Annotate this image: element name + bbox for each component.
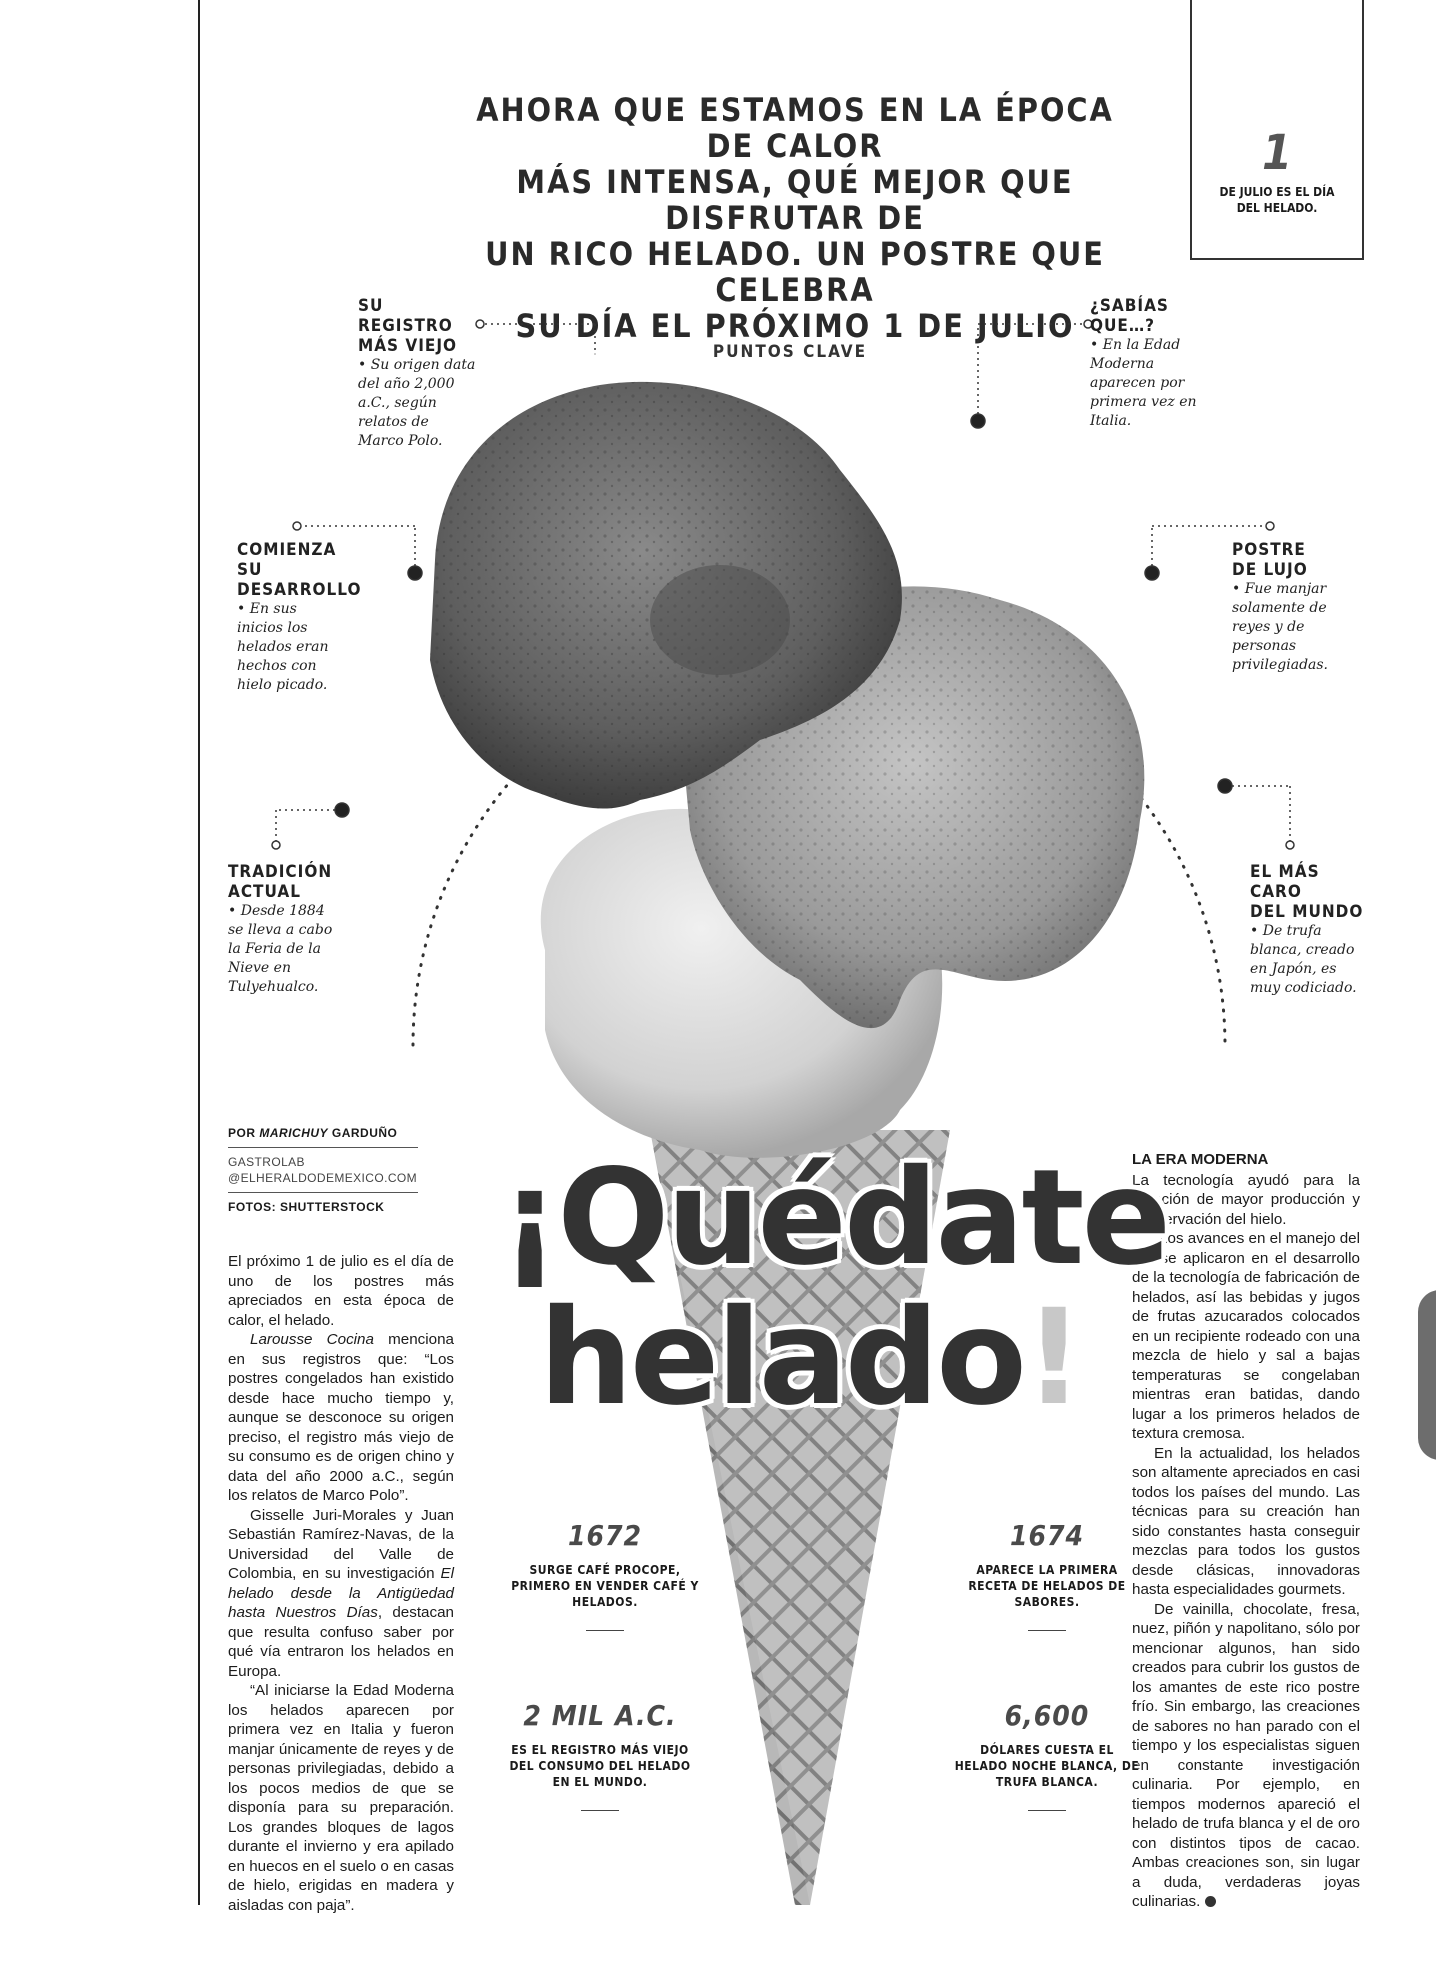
key-point-development bbox=[237, 540, 362, 695]
paragraph-text: menciona en sus registros que: “Los postres congelados han existido desde hace mucho tiempo y, aunque se desconoce su origen preciso, el registro más viejo de su consumo es de origen chino y data del año 2000 a.C., según los relatos de Marco Polo”. bbox=[228, 1331, 454, 1504]
study-title: El helado desde la Antigüedad hasta Nuestros Días bbox=[228, 1565, 454, 1621]
author-prefix: POR bbox=[228, 1126, 256, 1140]
stat-1674 bbox=[952, 1520, 1142, 1631]
book-title: Larousse Cocina bbox=[250, 1331, 374, 1348]
paragraph: “Al iniciarse la Edad Moderna los helados aparecen por primera vez en Italia y fueron manjar únicamente de reyes y de personas privilegiadas, debido a los pocos medios de que se disponía para su preparación. Los grandes bloques de lagos durante el invierno y era apilado en huecos en el suelo o en casas de hielo, erigidas en madera y aisladas con paja”. bbox=[228, 1682, 454, 1914]
intro-line: MÁS INTENSA, QUÉ MEJOR QUE DISFRUTAR DE bbox=[516, 163, 1074, 237]
stat-6600 bbox=[952, 1700, 1142, 1811]
photo-credit: FOTOS: SHUTTERSTOCK bbox=[228, 1200, 385, 1214]
key-point-most-expensive bbox=[1250, 862, 1365, 998]
key-point-title: EL MÁS CARO bbox=[1250, 862, 1320, 902]
key-point-title: SU REGISTRO bbox=[358, 296, 453, 336]
title-line-1: ¡Quédate bbox=[500, 1141, 1169, 1295]
paragraph: El próximo 1 de julio es el día de uno de los postres más apreciados en esta época de calor, el helado. bbox=[228, 1253, 454, 1329]
stat-text: ES EL REGISTRO MÁS VIEJO DEL CONSUMO DEL HELADO EN EL MUNDO. bbox=[509, 1743, 691, 1789]
stat-text: APARECE LA PRIMERA RECETA DE HELADOS DE SABORES. bbox=[968, 1563, 1126, 1609]
author-line bbox=[228, 1125, 428, 1141]
title-exclamation: ! bbox=[1023, 1281, 1082, 1435]
stat-number: 6,600 bbox=[1004, 1699, 1090, 1732]
paragraph-text: , destacan que resulta confuso saber por qué vía entraron los helados en Europa. bbox=[228, 1604, 454, 1680]
title-line-2 bbox=[500, 1281, 1120, 1435]
key-point-text: • Fue manjar solamente de reyes y de personas privilegiadas. bbox=[1232, 580, 1360, 675]
key-points-label: PUNTOS CLAVE bbox=[712, 342, 868, 362]
divider bbox=[228, 1147, 418, 1148]
intro-line: UN RICO HELADO. UN POSTRE QUE CELEBRA bbox=[485, 235, 1105, 309]
key-point-title: DE LUJO bbox=[1232, 560, 1308, 580]
key-point-tradition bbox=[228, 862, 338, 997]
key-point-text: • En la Edad Moderna aparecen por primera vez en Italia. bbox=[1090, 336, 1200, 431]
section-heading: LA ERA MODERNA bbox=[1132, 1151, 1269, 1168]
paragraph: “Los avances en el manejo del frío se aplicaron en el desarrollo de la tecnología de fabricación de helados, así las bebidas y jugos de frutas azucarados colocados en un recipiente rodeado con una mezcla de hielo y sal a bajas temperaturas se congelaban mientras eran batidas, dando lugar a los primeros helados de textura cremosa. bbox=[1132, 1230, 1361, 1442]
intro-line: SU DÍA EL PRÓXIMO 1 DE JULIO bbox=[515, 307, 1075, 345]
stat-divider bbox=[1028, 1630, 1066, 1631]
fact-number: 1 bbox=[1261, 125, 1293, 181]
key-point-oldest-record bbox=[358, 296, 478, 451]
article-left-column bbox=[228, 1252, 454, 1915]
key-point-text: • En sus inicios los helados eran hechos con hielo picado. bbox=[237, 600, 345, 695]
key-point-text: • Desde 1884 se lleva a cabo la Feria de la Nieve en Tulyehualco. bbox=[228, 902, 338, 997]
stat-divider bbox=[581, 1810, 619, 1811]
key-point-title: TRADICIÓN bbox=[228, 862, 333, 882]
author-first: MARICHUY bbox=[259, 1126, 329, 1140]
stat-number: 1674 bbox=[1009, 1519, 1085, 1552]
title-word: helado bbox=[538, 1281, 1024, 1435]
key-point-title: DEL MUNDO bbox=[1250, 902, 1364, 922]
fact-text: DE JULIO ES EL DÍA DEL HELADO. bbox=[1219, 185, 1335, 215]
key-point-title: POSTRE bbox=[1232, 540, 1306, 560]
key-point-title: DESARROLLO bbox=[237, 580, 362, 600]
stat-text: SURGE CAFÉ PROCOPE, PRIMERO EN VENDER CAFÉ Y HELADOS. bbox=[511, 1563, 699, 1609]
paragraph bbox=[228, 1330, 454, 1506]
intro-line: AHORA QUE ESTAMOS EN LA ÉPOCA DE CALOR bbox=[476, 91, 1114, 165]
key-point-title: MÁS VIEJO bbox=[358, 336, 458, 356]
stat-2-mil-ac bbox=[505, 1700, 695, 1811]
stat-text: DÓLARES CUESTA EL HELADO NOCHE BLANCA, DE TRUFA BLANCA. bbox=[954, 1743, 1140, 1789]
stat-1672 bbox=[510, 1520, 700, 1631]
paragraph bbox=[1132, 1600, 1360, 1912]
byline bbox=[228, 1125, 428, 1215]
key-point-text: • De trufa blanca, creado en Japón, es muy codiciado. bbox=[1250, 922, 1365, 998]
key-point-title: COMIENZA SU bbox=[237, 540, 337, 580]
section-name: GASTROLAB bbox=[228, 1155, 305, 1169]
key-point-title: ACTUAL bbox=[228, 882, 301, 902]
stat-divider bbox=[1028, 1810, 1066, 1811]
key-point-did-you-know bbox=[1090, 296, 1200, 431]
key-point-luxury bbox=[1232, 540, 1360, 675]
site-link[interactable]: @ELHERALDODEMEXICO.COM bbox=[228, 1171, 418, 1185]
article-title bbox=[500, 1141, 1169, 1435]
stat-number: 2 MIL A.C. bbox=[523, 1699, 677, 1732]
author-last: GARDUÑO bbox=[331, 1126, 398, 1140]
paragraph-text: De vainilla, chocolate, fresa, nuez, piñón y napolitano, sólo por mencionar algunos, han sido creados para cubrir los gustos de los amantes de este rico postre frío. Sin embargo, las creaciones de sabores no han parado con el tiempo y los especialistas siguen en constante investigación culinaria. Por ejemplo, en tiempos modernos apareció el helado de trufa blanca y el de oro con distintos tipos de cacao. Ambas creaciones son, sin lugar a duda, verdaderas joyas culinarias. bbox=[1132, 1600, 1360, 1910]
key-point-title: ¿SABÍAS bbox=[1090, 296, 1169, 316]
stat-number: 1672 bbox=[567, 1519, 643, 1552]
paragraph bbox=[228, 1506, 454, 1682]
key-point-text: • Su origen data del año 2,000 a.C., según relatos de Marco Polo. bbox=[358, 356, 478, 451]
end-mark-icon bbox=[1205, 1896, 1216, 1907]
paragraph: En la actualidad, los helados son altamente apreciados en casi todos los países del mundo. Las técnicas para su creación han sido constantes hasta conseguir mezclas para todos los gustos desde clásicas, innovadoras hasta especialidades gourmets. bbox=[1132, 1444, 1360, 1598]
divider bbox=[228, 1192, 418, 1193]
paragraph: La tecnología ayudó para la creación de mayor producción y conservación del hielo. bbox=[1132, 1171, 1360, 1228]
stat-divider bbox=[586, 1630, 624, 1631]
paragraph-text: Gisselle Juri-Morales y Juan Sebastián Ramírez-Navas, de la Universidad del Valle de Colombia, en su investigación bbox=[228, 1506, 454, 1582]
key-point-title: QUE…? bbox=[1090, 316, 1156, 336]
